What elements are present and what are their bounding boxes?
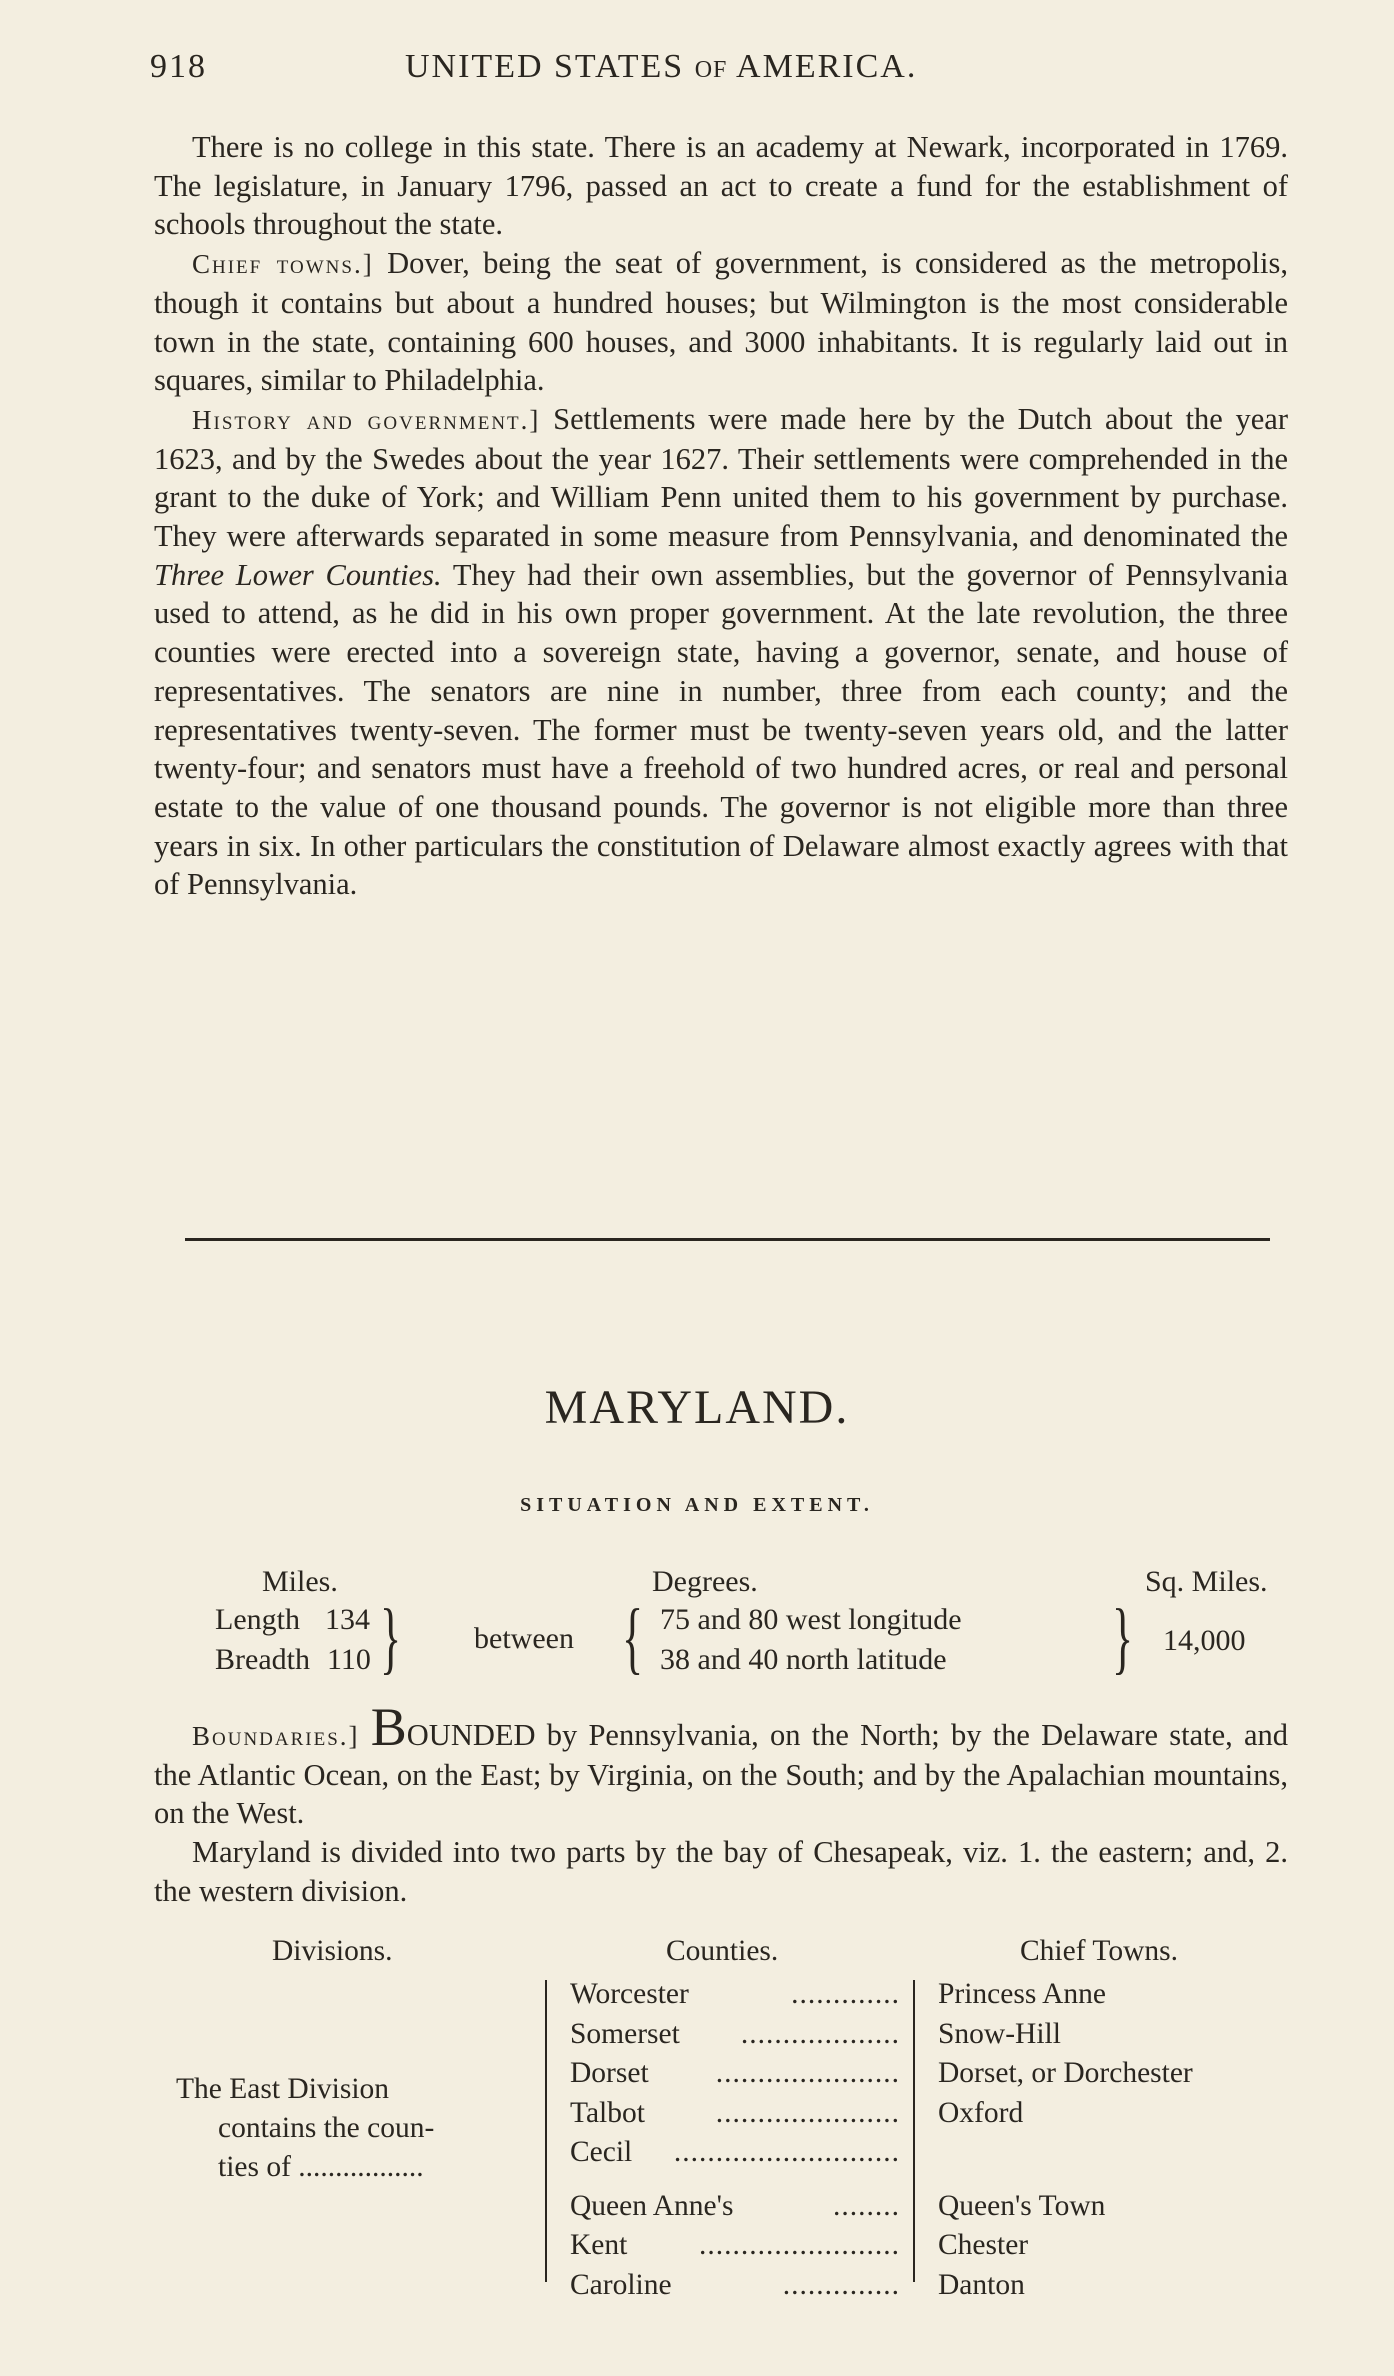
county-name: Talbot <box>570 2096 645 2129</box>
county-name: Worcester <box>570 1978 689 2010</box>
situation-subhead: SITUATION AND EXTENT. <box>520 1494 874 1516</box>
brace-open-icon: { <box>622 1594 644 1682</box>
leader-dots: ........................ <box>699 2229 900 2261</box>
division-label-line2: contains the coun- <box>218 2112 435 2144</box>
leader-dots: ................... <box>740 2017 900 2050</box>
right-bracket-line <box>913 1980 915 2282</box>
chief-town: Queen's Town <box>938 2189 1106 2222</box>
leader-dots: ...................... <box>715 2096 900 2129</box>
paragraph-college: There is no college in this state. There is an academy at Newark, incorporated in 1769. The legislature, in January 1796, passed an act to create a fund for the establishment of schools throughout the state. <box>154 130 1288 242</box>
length-label: Length <box>215 1603 300 1636</box>
paragraph-divided: Maryland is divided into two parts by the bay of Chesapeak, viz. 1. the eastern; and, 2. the western division. <box>154 1835 1288 1908</box>
county-name: Somerset <box>570 2017 680 2050</box>
counties-header: Counties. <box>666 1935 779 1967</box>
county-name: Dorset <box>570 2057 649 2089</box>
chief-towns-header: Chief Towns. <box>1020 1935 1179 1967</box>
leader-dots: ...................... <box>715 2057 900 2089</box>
miles-header: Miles. <box>262 1565 338 1598</box>
area-value: 14,000 <box>1163 1624 1246 1657</box>
paragraph-chief-towns: Chief towns.] Dover, being the seat of government, is considered as the metropolis, though it contains but about a hundred houses; but Wilmington is the most considerable town in the state, containing 600 houses, and 3000 inhabitants. It is regularly laid out in squares, similar to Philadelphia. <box>154 246 1288 398</box>
leader-dots: .............. <box>782 2268 900 2301</box>
longitude-range: 75 and 80 west longitude <box>660 1603 962 1636</box>
breadth-label: Breadth <box>215 1643 310 1676</box>
county-name: Caroline <box>570 2268 672 2301</box>
history-label: History and government.] <box>192 404 541 435</box>
chief-town: Oxford <box>938 2096 1024 2129</box>
chief-town: Snow-Hill <box>938 2017 1061 2050</box>
running-title: UNITED STATES OF AMERICA. <box>405 48 918 85</box>
three-lower-counties: Three Lower Counties. <box>154 557 442 592</box>
division-label-line3: ties of ................. <box>218 2151 424 2183</box>
division-label-line1: The East Division <box>176 2073 390 2105</box>
divisions-header: Divisions. <box>272 1935 393 1967</box>
breadth-value: 110 <box>327 1643 371 1676</box>
sq-miles-header: Sq. Miles. <box>1145 1565 1268 1598</box>
leader-dots: ............. <box>791 1978 900 2010</box>
chief-town: Chester <box>938 2229 1029 2261</box>
chief-town: Danton <box>938 2268 1025 2301</box>
running-head <box>150 48 1290 92</box>
left-bracket-line <box>545 1980 547 2282</box>
page-number: 918 <box>150 48 207 85</box>
chief-town: Dorset, or Dorchester <box>938 2057 1193 2089</box>
length-value: 134 <box>325 1603 370 1636</box>
between-word: between <box>474 1622 574 1655</box>
latitude-range: 38 and 40 north latitude <box>660 1643 947 1676</box>
county-name: Queen Anne's <box>570 2189 734 2222</box>
chief-towns-label: Chief towns.] <box>192 249 374 280</box>
section-title: MARYLAND. <box>544 1381 850 1434</box>
county-name: Cecil <box>570 2136 633 2168</box>
brace-close-icon: } <box>380 1594 402 1682</box>
boundaries-label: Boundaries.] <box>192 1721 360 1751</box>
paragraph-boundaries: Boundaries.] BOUNDED by Pennsylvania, on the North; by the Delaware state, and the Atlantic Ocean, on the East; by Virginia, on the South; and by the Apalachian mountains, on the West. <box>154 1697 1288 1831</box>
brace-close-icon: } <box>1112 1594 1134 1682</box>
degrees-header: Degrees. <box>652 1565 758 1598</box>
chief-town: Princess Anne <box>938 1978 1106 2010</box>
leader-dots: ........ <box>833 2189 900 2222</box>
leader-dots: ........................... <box>673 2136 900 2168</box>
section-divider <box>185 1238 1270 1241</box>
paragraph-history: History and government.] Settlements were made here by the Dutch about the year 1623, and by the Swedes about the year 1627. Their settlements were comprehended in the grant to the duke of York; and William Penn united them to his government by purchase. They were afterwards separated in some measure from Pennsylvania, and denominated the Three Lower Counties. They had their own assemblies, but the governor of Pennsylvania used to attend, as he did in his own proper government. At the late revolution, the three counties were erected into a sovereign state, having a governor, senate, and house of representatives. The senators are nine in number, three from each county; and the representatives twenty-seven. The former must be twenty-seven years old, and the latter twenty-four; and senators must have a freehold of two hundred acres, or real and personal estate to the value of one thousand pounds. The governor is not eligible more than three years in six. In other particulars the constitution of Delaware almost exactly agrees with that of Pennsylvania. <box>154 401 1289 902</box>
county-name: Kent <box>570 2229 628 2261</box>
delaware-text <box>154 128 1288 904</box>
drop-cap: B <box>370 1697 407 1757</box>
maryland-boundaries <box>154 1697 1288 1911</box>
